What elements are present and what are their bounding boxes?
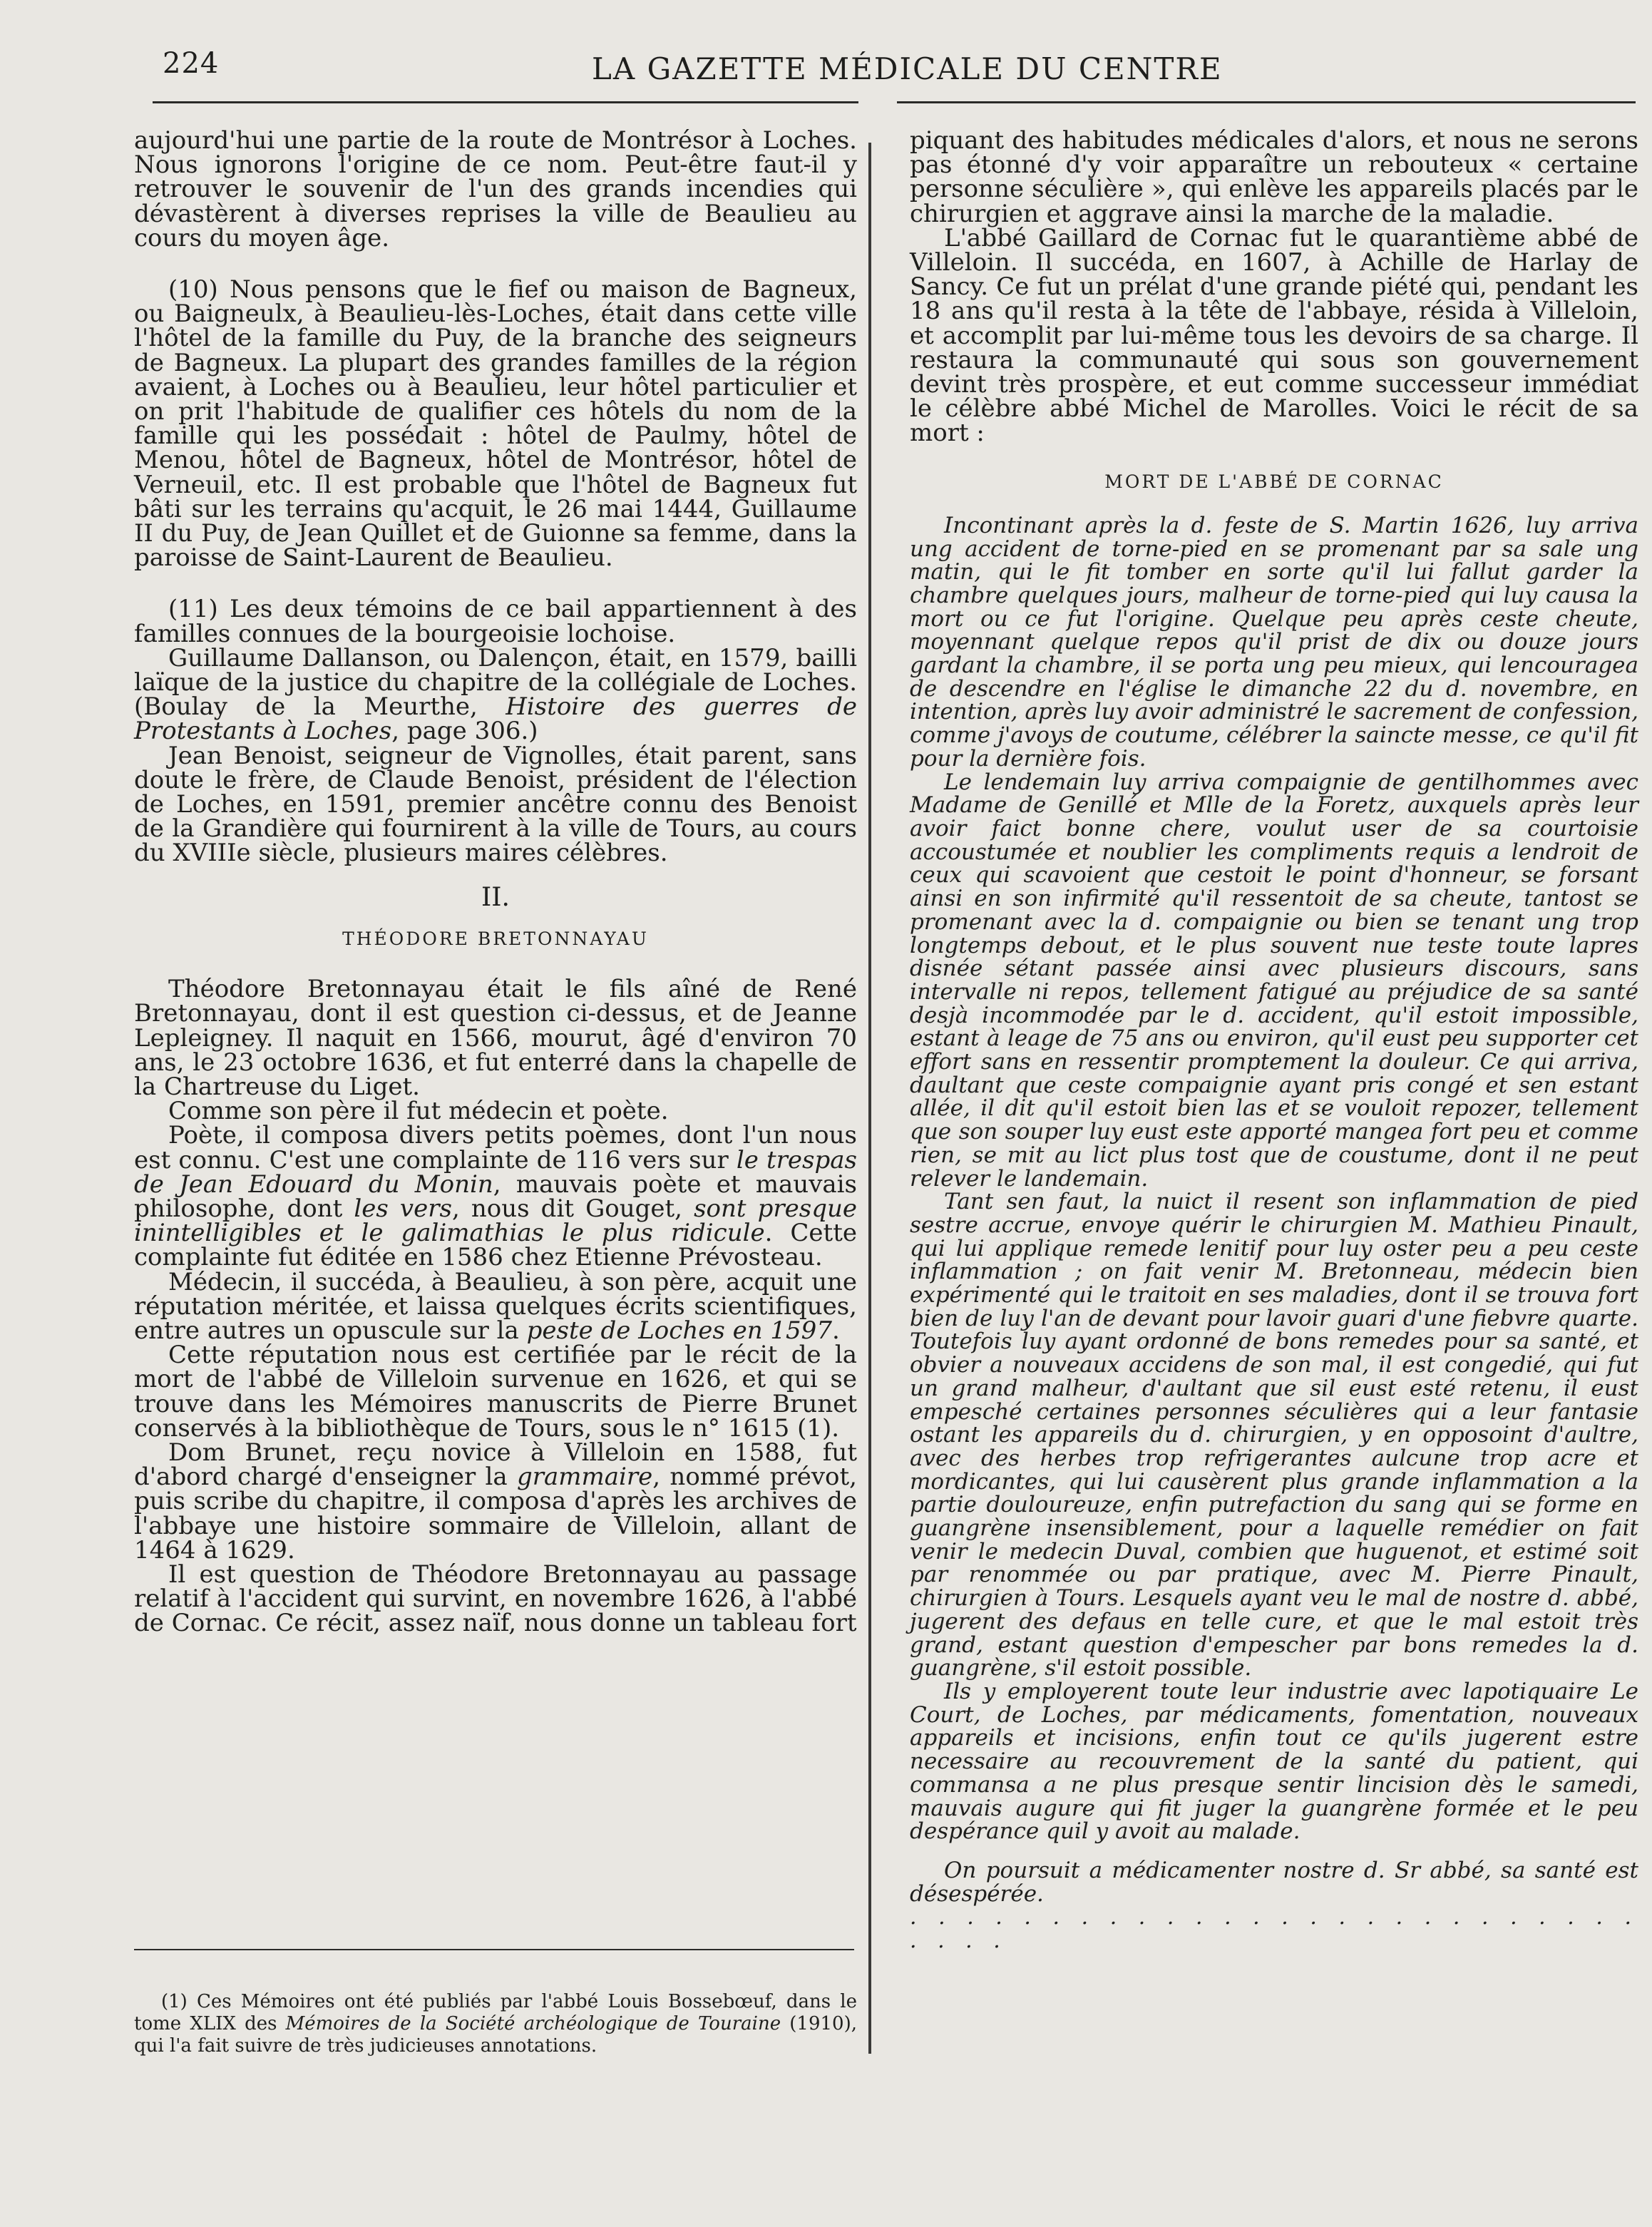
paragraph: Comme son père il fut médecin et poète. bbox=[168, 1097, 669, 1126]
italic-run: grammaire bbox=[517, 1463, 653, 1492]
italic-run: le trespas de Jean Edouard du Monin bbox=[134, 1145, 857, 1199]
paragraph: Cette réputation nous est certifiée par le récit de la mort de l'abbé de Villeloin survenue en 1626, et qui se trouve dans les Mémoires manuscrits de Pierre Brunet conservés à la bibliothèque de Tours, sous le n° 1615 (1). bbox=[134, 1341, 857, 1443]
text-run: , page 306.) bbox=[391, 717, 538, 746]
italic-run: les vers bbox=[354, 1194, 452, 1223]
book-title: Histoire des guerres de Protestants à Loches bbox=[134, 692, 857, 746]
footnote-text bbox=[134, 1991, 857, 2057]
quoted-account bbox=[910, 514, 1638, 1960]
text-run: (1910), qui l'a fait suivre de très judicieuses annotations. bbox=[134, 2013, 857, 2057]
text-run: , nous dit Gouget, bbox=[451, 1194, 694, 1223]
paragraph: piquant des habitudes médicales d'alors, et nous ne serons pas étonné d'y voir apparaître un rebouteux « certaine personne séculière », qui enlève les appareils placés par le chirurgien et aggrave ainsi la marche de la maladie. bbox=[910, 126, 1638, 228]
text-run: . bbox=[831, 1316, 840, 1345]
section-title: THÉODORE BRETONNAYAU bbox=[342, 928, 649, 949]
paragraph: L'abbé Gaillard de Cornac fut le quarantième abbé de Villeloin. Il succéda, en 1607, à Achille de Harlay de Sancy. Ce fut un prélat d'une grande piété qui, pendant les 18 ans qu'il resta à la tête de l'abbaye, résida à Villeloin, et accomplit par lui-même tous les devoirs de sa charge. Il restaura la communauté qui sous son gouvernement devint très prospère, et eut comme successeur immédiat le célèbre abbé Michel de Marolles. Voici le récit de sa mort : bbox=[910, 223, 1638, 448]
text-run: Médecin, il succéda, à Beaulieu, à son père, acquit une réputation méritée, et laissa quelques écrits scientifiques, entre autres un opuscule sur la bbox=[134, 1267, 857, 1345]
paragraph bbox=[134, 1438, 857, 1565]
paragraph: Théodore Bretonnayau était le fils aîné de René Bretonnayau, dont il est question ci-dessus, et de Jeanne Lepleigney. Il naquit en 1566, mourut, âgé d'environ 70 ans, le 23 octobre 1636, et fut enterré dans la chapelle de la Chartreuse du Liget. bbox=[134, 975, 857, 1101]
text-run: Poète, il composa divers petits poèmes, dont l'un nous est connu. C'est une complainte de 116 vers sur bbox=[134, 1121, 857, 1174]
section-number: II. bbox=[481, 882, 510, 912]
column-divider bbox=[868, 143, 871, 2054]
quote-paragraph: Incontinant après la d. feste de S. Martin 1626, luy arriva ung accident de torne-pied en se promenant par sa sale ung matin, qui le fit tomber en sorte qu'il lui fallut garder la chambre quelques jours, malheur de torne-pied qui luy causa la mort ou ce fut l'origine. Quelque peu après ceste cheute, moyennant quelque repos qu'il prist de dix ou douze jours gardant la chambre, il se porta ung peu mieux, qui lencouragea de descendre en l'église le dimanche 22 du d. novembre, en intention, après luy avoir administré le sacrement de confession, comme j'avoys de coutume, célébrer la saincte messe, ce qu'il fit pour la dernière fois. bbox=[910, 512, 1638, 772]
ellipsis-dots: · · · · · · · · · · · · · · · · · · · · · · · · · · · · · · bbox=[910, 1911, 1638, 1960]
note-11: (11) Les deux témoins de ce bail appartiennent à des familles connues de la bourgeoisie lochoise. bbox=[134, 595, 857, 648]
quote-paragraph: Le lendemain luy arriva compaignie de gentilhommes avec Madame de Genillé et Mlle de la Foretz, auxquels après leur avoir faict bonne chere, voulut user de sa courtoisie accoustumée et noublier les compliments requis a lendroit de ceux qui scavoient que cestoit le point d'honneur, se forsant ainsi en son infirmité qu'il ressentoit de sa cheute, tantost se promenant avec la d. compaignie ou bien se tenant ung trop longtemps debout, et le plus souvent nue teste toute lapres disnée sétant passée ainsi avec plusieurs discours, sans intervalle ni repos, tellement fatigué au préjudice de sa santé desjà incommodée par le d. accident, qu'il estoit impossible, estant à leage de 75 ans ou environ, qu'il eust peu supporter cet effort sans en ressentir promptement la douleur. Ce qui arriva, daultant que ceste compaignie ayant pris congé et sen estant allée, il dit qu'il estoit bien las et se vouloit repozer, tellement que son souper luy eust este apporté mangea fort peu et comme rien, se mit au lict plus tost que de coustume, dont il ne peut relever le landemain. bbox=[910, 769, 1638, 1192]
footnote-rule bbox=[134, 1949, 854, 1950]
text-run: , mauvais poète et mauvais philosophe, dont bbox=[134, 1169, 857, 1223]
header-rule-right bbox=[897, 101, 1636, 103]
text-run: , nommé prévot, puis scribe du chapitre, il composa d'après les archives de l'abbaye une histoire sommaire de Villeloin, allant de 1464 à 1629. bbox=[134, 1463, 857, 1565]
italic-run: peste de Loches en 1597 bbox=[526, 1316, 832, 1345]
paragraph: Il est question de Théodore Bretonnayau au passage relatif à l'accident qui survint, en novembre 1626, à l'abbé de Cornac. Ce récit, assez naïf, nous donne un tableau fort bbox=[134, 1560, 857, 1638]
paragraph bbox=[134, 643, 857, 746]
text-run: . Cette complainte fut éditée en 1586 chez Etienne Prévosteau. bbox=[134, 1219, 857, 1272]
italic-run: Mémoires de la Société archéologique de Touraine bbox=[285, 2013, 781, 2034]
right-column bbox=[910, 128, 1638, 1960]
left-column bbox=[134, 128, 857, 1636]
running-title: LA GAZETTE MÉDICALE DU CENTRE bbox=[592, 51, 1223, 86]
header-rule-left bbox=[153, 101, 858, 103]
note-10: (10) Nous pensons que le fief ou maison de Bagneux, ou Baigneulx, à Beaulieu-lès-Loches, était dans cette ville l'hôtel de la famille du Puy, de la branche des seigneurs de Bagneux. La plupart des grandes familles de la région avaient, à Loches ou à Beaulieu, leur hôtel particulier et on prit l'habitude de qualifier ces hôtels du nom de la famille qui les possédait : hôtel de Paulmy, hôtel de Menou, hôtel de Bagneux, hôtel de Montrésor, hôtel de Verneuil, etc. Il est probable que l'hôtel de Bagneux fut bâti sur les terrains qu'acquit, le 26 mai 1444, Guillaume II du Puy, de Jean Quillet et de Guionne sa femme, dans la paroisse de Saint-Laurent de Beaulieu. bbox=[134, 275, 857, 573]
text-run: Dom Brunet, reçu novice à Villeloin en 1588, fut d'abord chargé d'enseigner la bbox=[134, 1438, 857, 1492]
footnote bbox=[134, 1991, 857, 2057]
section-title: MORT DE L'ABBÉ DE CORNAC bbox=[1104, 471, 1444, 492]
page-number: 224 bbox=[163, 47, 220, 80]
quote-paragraph: Tant sen faut, la nuict il resent son inflammation de pied sestre accrue, envoye quérir le chirurgien M. Mathieu Pinault, qui lui applique remede lenitif pour luy oster peu a peu ceste inflammation ; on fait venir M. Bretonneau, médecin bien expérimenté qui le traitoit en ses maladies, dont il se trouva fort bien de luy l'an de devant pour lavoir guari d'une fiebvre quarte. Toutefois luy ayant ordonné de bons remedes pour sa santé, et obvier a nouveaux accidens de son mal, il est congedié, qui fut un grand malheur, d'aultant que sil eust esté retenu, il eust empesché certaines personnes séculières qui a leur fantasie ostant les appareils du d. chirurgien, y en opposoint d'aultre, avec des herbes trop refrigerantes aulcune trop acre et mordicantes, qui lui causèrent plus grande inflammation a la partie douloureuze, enfin putrefaction du sang qui se forme en guangrène insensiblement, pour a laquelle remédier on fait venir le medecin Duval, combien que huguenot, et estimé soit par renommée ou par pratique, avec M. Pierre Pinault, chirurgien à Tours. Lesquels ayant veu le mal de nostre d. abbé, jugerent des defaus en telle cure, et que le mal estoit très grand, estant question d'empescher par bons remedes la d. guangrène, s'il estoit possible. bbox=[910, 1189, 1638, 1681]
paragraph bbox=[134, 1121, 858, 1272]
quote-paragraph: On poursuit a médicamenter nostre d. Sr abbé, sa santé est désespérée. bbox=[910, 1857, 1638, 1907]
paragraph: Jean Benoist, seigneur de Vignolles, était parent, sans doute le frère, de Claude Benoist, président de l'élection de Loches, en 1591, premier ancêtre connu des Benoist de la Grandière qui fournirent à la ville de Tours, au cours du XVIIIe siècle, plusieurs maires célèbres. bbox=[134, 741, 857, 868]
paragraph: aujourd'hui une partie de la route de Montrésor à Loches. Nous ignorons l'origine de ce nom. Peut-être faut-il y retrouver le souvenir de l'un des grands incendies qui dévastèrent à diverses reprises la ville de Beaulieu au cours du moyen âge. bbox=[134, 126, 857, 252]
paragraph bbox=[134, 1267, 857, 1345]
quote-paragraph: Ils y employerent toute leur industrie avec lapotiquaire Le Court, de Loches, par médicaments, fomentation, nouveaux appareils et incisions, enfin tout ce qu'ils jugerent estre necessaire au recouvrement de la santé du patient, qui commansa a ne plus presque sentir lincision dès le samedi, mauvais augure qui fit juger la guangrène formée et le peu despérance quil y avoit au malade. bbox=[910, 1679, 1638, 1845]
text-run: (1) Ces Mémoires ont été publiés par l'abbé Louis Bossebœuf, dans le tome XLIX des bbox=[134, 1991, 857, 2034]
italic-run: sont presque inintelligibles et le galimathias le plus ridicule bbox=[134, 1194, 858, 1248]
text-run: Guillaume Dallanson, ou Dalençon, était, en 1579, bailli laïque de la justice du chapitre de la collégiale de Loches. (Boulay de la Meurthe, bbox=[134, 643, 857, 722]
